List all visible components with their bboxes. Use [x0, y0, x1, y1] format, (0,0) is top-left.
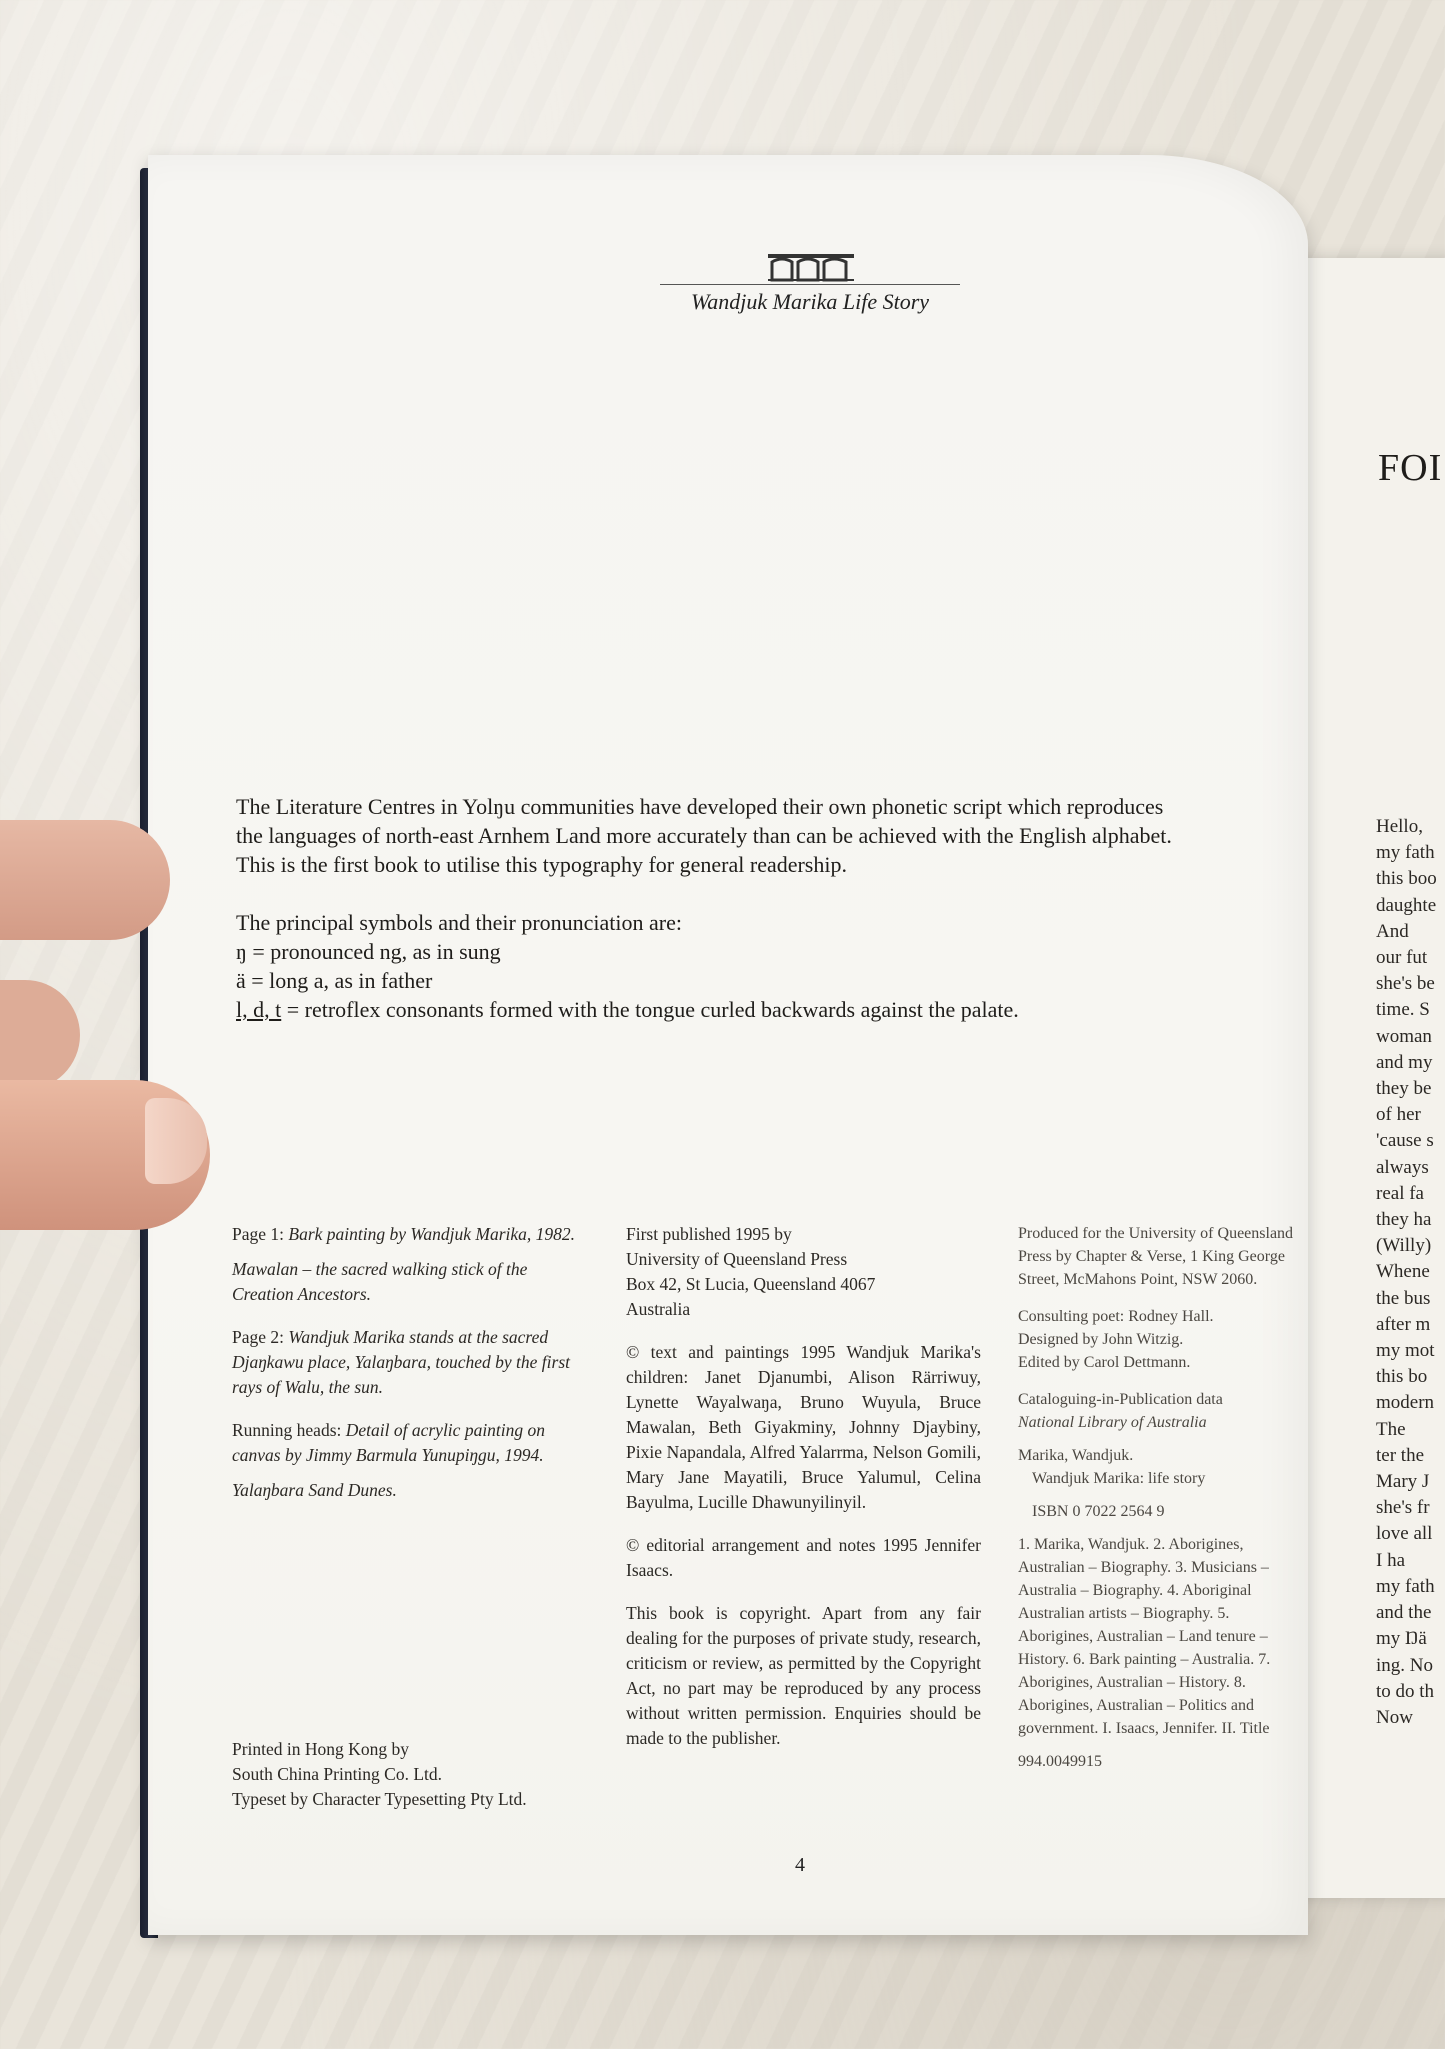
- facing-page-line: and the: [1376, 1602, 1432, 1624]
- facing-page-line: our fut: [1376, 947, 1428, 969]
- facing-page-line: love all: [1376, 1523, 1433, 1545]
- facing-page-line: to do th: [1376, 1680, 1435, 1702]
- isbn: ISBN 0 7022 2564 9: [1032, 1503, 1165, 1520]
- publisher-info: First published 1995 by University of Queensland Press Box 42, St Lucia, Queensland 4067 Australia: [626, 1224, 876, 1319]
- page-number: 4: [795, 1854, 805, 1876]
- symbol-retroflex: [236, 995, 1296, 1024]
- facing-page-line: she's be: [1376, 973, 1435, 995]
- printer-info: [232, 1737, 632, 1812]
- intro-line: This is the first book to utilise this typography for general readership.: [236, 852, 847, 877]
- facing-page-line: 'cause s: [1376, 1130, 1434, 1152]
- facing-page-line: after m: [1376, 1313, 1431, 1335]
- finger: [0, 820, 170, 940]
- dunes-credit: Yalaŋbara Sand Dunes.: [232, 1480, 397, 1500]
- facing-page-line: daughte: [1376, 894, 1437, 916]
- dewey-number: 994.0049915: [1018, 1753, 1102, 1770]
- facing-page-line: ter the: [1376, 1444, 1425, 1466]
- hand: [0, 980, 80, 1090]
- bridge-arches-icon: [768, 252, 854, 282]
- facing-page-line: my Ŋä: [1376, 1628, 1427, 1650]
- copyright-notice: This book is copyright. Apart from any fair dealing for the purposes of private study, research, criticism or review, as permitted by the Copyright Act, no part may be reproduced by any process without written permission. Enquiries should be made to the publisher.: [626, 1603, 981, 1748]
- running-heads-credit: Running heads: Detail of acrylic painting on canvas by Jimmy Barmula Yunupiŋgu, 1994.: [232, 1420, 546, 1465]
- credits-column-3: [1018, 1222, 1303, 1783]
- mawalan-credit: Mawalan – the sacred walking stick of the Creation Ancestors.: [232, 1259, 528, 1304]
- copyright-editorial: © editorial arrangement and notes 1995 Jennifer Isaacs.: [626, 1535, 981, 1580]
- facing-page-line: Now: [1376, 1706, 1413, 1728]
- page2-credit: Page 2: Wandjuk Marika stands at the sacred Djaŋkawu place, Yalaŋbara, touched by the first rays of Walu, the sun.: [232, 1327, 571, 1397]
- facing-page-line: ing. No: [1376, 1654, 1433, 1676]
- facing-page-text: [1376, 814, 1445, 1731]
- facing-page-line: this boo: [1376, 868, 1437, 890]
- facing-page-line: The: [1376, 1418, 1406, 1440]
- running-head: Wandjuk Marika Life Story: [660, 284, 960, 315]
- retroflex-symbols: l, d, t: [236, 997, 282, 1022]
- facing-page-line: real fa: [1376, 1182, 1424, 1204]
- credits-column-1: [232, 1222, 587, 1809]
- facing-page-heading: FOI: [1378, 447, 1443, 489]
- phonetic-intro: [236, 792, 1296, 1024]
- facing-page-line: Mary J: [1376, 1471, 1430, 1493]
- intro-line: the languages of north-east Arnhem Land more accurately than can be achieved with the English alphabet.: [236, 823, 1172, 848]
- symbol-a: ä = long a, as in father: [236, 968, 433, 993]
- producer-info: Produced for the University of Queensland Press by Chapter & Verse, 1 King George Street, McMahons Point, NSW 2060.: [1018, 1225, 1294, 1288]
- symbol-ng: ŋ = pronounced ng, as in sung: [236, 939, 501, 964]
- facing-page-line: modern: [1376, 1392, 1435, 1414]
- page1-credit: Page 1: Bark painting by Wandjuk Marika, 1982.: [232, 1224, 576, 1244]
- facing-page-line: my fath: [1376, 842, 1435, 864]
- printer-line: Printed in Hong Kong by: [232, 1739, 409, 1759]
- facing-page-line: they be: [1376, 1078, 1432, 1100]
- facing-page-line: the bus: [1376, 1287, 1431, 1309]
- facing-page-line: they ha: [1376, 1209, 1432, 1231]
- staff-credits: Consulting poet: Rodney Hall. Designed by John Witzig. Edited by Carol Dettmann.: [1018, 1308, 1214, 1371]
- facing-page-line: this bo: [1376, 1366, 1428, 1388]
- facing-page-line: of her: [1376, 1104, 1421, 1126]
- facing-page-line: Whene: [1376, 1261, 1430, 1283]
- facing-page-line: woman: [1376, 1025, 1432, 1047]
- cip-record: Marika, Wandjuk. Wandjuk Marika: life story: [1018, 1447, 1206, 1487]
- retroflex-description: = retroflex consonants formed with the tongue curled backwards against the palate.: [281, 997, 1019, 1022]
- intro-line: The principal symbols and their pronunciation are:: [236, 910, 682, 935]
- facing-page-line: she's fr: [1376, 1497, 1430, 1519]
- facing-page-line: my fath: [1376, 1575, 1435, 1597]
- printer-line: Typeset by Character Typesetting Pty Ltd.: [232, 1789, 527, 1809]
- intro-line: The Literature Centres in Yolŋu communities have developed their own phonetic script which reproduces: [236, 794, 1164, 819]
- facing-page-line: (Willy): [1376, 1235, 1432, 1257]
- credits-column-2: [626, 1222, 981, 1761]
- facing-page-line: time. S: [1376, 999, 1430, 1021]
- printer-line: South China Printing Co. Ltd.: [232, 1764, 443, 1784]
- facing-page: [1290, 258, 1445, 1898]
- facing-page-line: And: [1376, 920, 1409, 942]
- facing-page-line: and my: [1376, 1051, 1433, 1073]
- copyright-paintings: © text and paintings 1995 Wandjuk Marika's children: Janet Djanumbi, Alison Rärriwuy, Lynette Wayalwaŋa, Bruno Wuyula, Bruce Mawalan, Beth Giyakminy, Johnny Djaybiny, Pixie Napandala, Alfred Yalarrma, Nelson Gomili, Mary Jane Mayatili, Bruce Yalumul, Celina Bayulma, Lucille Dhawunyilinyil.: [626, 1342, 981, 1512]
- facing-page-line: Hello,: [1376, 816, 1423, 837]
- cip-heading: Cataloguing-in-Publication data National Library of Australia: [1018, 1391, 1223, 1431]
- facing-page-line: always: [1376, 1156, 1429, 1178]
- facing-page-line: I ha: [1376, 1549, 1406, 1571]
- facing-page-line: my mot: [1376, 1340, 1435, 1362]
- cip-subjects: 1. Marika, Wandjuk. 2. Aborigines, Australian – Biography. 3. Musicians – Australia – Biography. 4. Aboriginal Australian artists – Biography. 5. Aborigines, Australian – Land tenure – History. 6. Bark painting – Australia. 7. Aborigines, Australian – History. 8. Aborigines, Australian – Politics and government. I. Isaacs, Jennifer. II. Title: [1018, 1536, 1271, 1737]
